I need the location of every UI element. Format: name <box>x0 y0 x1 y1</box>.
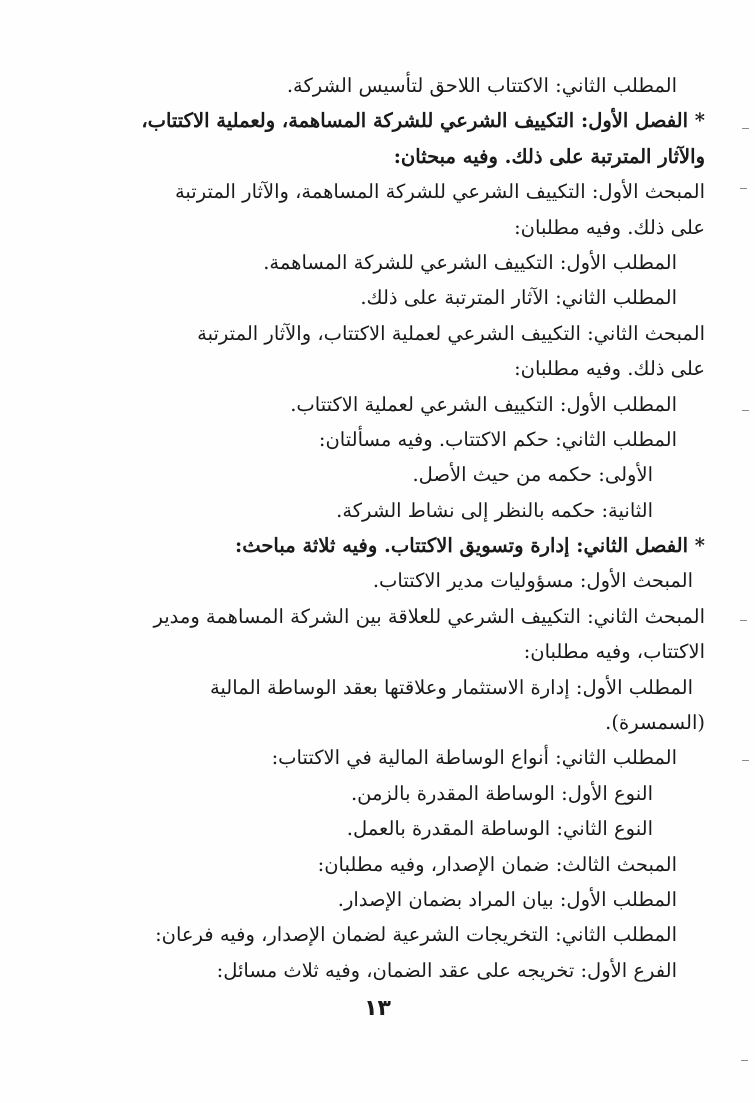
toc-line: المبحث الثالث: ضمان الإصدار، وفيه مطلبان: <box>317 852 677 876</box>
margin-mark <box>742 760 749 761</box>
chapter-heading: * الفصل الأول: التكييف الشرعي للشركة المساهمة، ولعملية الاكتتاب، <box>141 109 705 133</box>
toc-line: المطلب الثاني: التخريجات الشرعية لضمان الإصدار، وفيه فرعان: <box>155 923 677 947</box>
toc-line: المبحث الثاني: التكييف الشرعي للعلاقة بين الشركة المساهمة ومدير <box>153 604 705 628</box>
toc-line: المطلب الثاني: أنواع الوساطة المالية في الاكتتاب: <box>271 746 677 770</box>
toc-line: على ذلك. وفيه مطلبان: <box>514 357 705 381</box>
toc-line: المطلب الأول: التكييف الشرعي للشركة المساهمة. <box>263 250 677 274</box>
toc-line: الفرع الأول: تخريجه على عقد الضمان، وفيه ثلاث مسائل: <box>216 958 677 982</box>
toc-line: المطلب الأول: التكييف الشرعي لعملية الاكتتاب. <box>290 392 677 416</box>
toc-line: المطلب الثاني: الآثار المترتبة على ذلك. <box>360 286 677 310</box>
chapter-heading-continued: والآثار المترتبة على ذلك. وفيه مبحثان: <box>393 144 705 168</box>
margin-mark <box>742 410 749 411</box>
toc-line: المطلب الثاني: حكم الاكتتاب. وفيه مسألتان: <box>318 427 677 451</box>
toc-line: الأولى: حكمه من حيث الأصل. <box>412 463 653 487</box>
toc-line: المطلب الأول: بيان المراد بضمان الإصدار. <box>337 887 677 911</box>
toc-line: المطلب الأول: إدارة الاستثمار وعلاقتها بعقد الوساطة المالية <box>209 675 693 699</box>
table-of-contents <box>60 68 705 988</box>
toc-line: المبحث الثاني: التكييف الشرعي لعملية الاكتتاب، والآثار المترتبة <box>197 321 705 345</box>
chapter-heading: * الفصل الثاني: إدارة وتسويق الاكتتاب. وفيه ثلاثة مباحث: <box>235 534 705 558</box>
toc-line: الثانية: حكمه بالنظر إلى نشاط الشركة. <box>336 498 653 522</box>
toc-line: على ذلك. وفيه مطلبان: <box>514 215 705 239</box>
toc-line: المبحث الأول: مسؤوليات مدير الاكتتاب. <box>372 569 693 593</box>
toc-line: المطلب الثاني: الاكتتاب اللاحق لتأسيس الشركة. <box>286 74 677 97</box>
page-number: ١٣ <box>364 996 391 1021</box>
margin-mark <box>740 620 747 621</box>
toc-line: الاكتتاب، وفيه مطلبان: <box>523 640 705 664</box>
margin-mark <box>741 1060 748 1061</box>
margin-mark <box>742 128 749 129</box>
toc-line: المبحث الأول: التكييف الشرعي للشركة المساهمة، والآثار المترتبة <box>174 180 705 204</box>
toc-line: النوع الأول: الوساطة المقدرة بالزمن. <box>350 781 653 805</box>
margin-mark <box>740 188 747 189</box>
toc-line: النوع الثاني: الوساطة المقدرة بالعمل. <box>346 817 653 841</box>
toc-line: (السمسرة). <box>605 711 705 735</box>
